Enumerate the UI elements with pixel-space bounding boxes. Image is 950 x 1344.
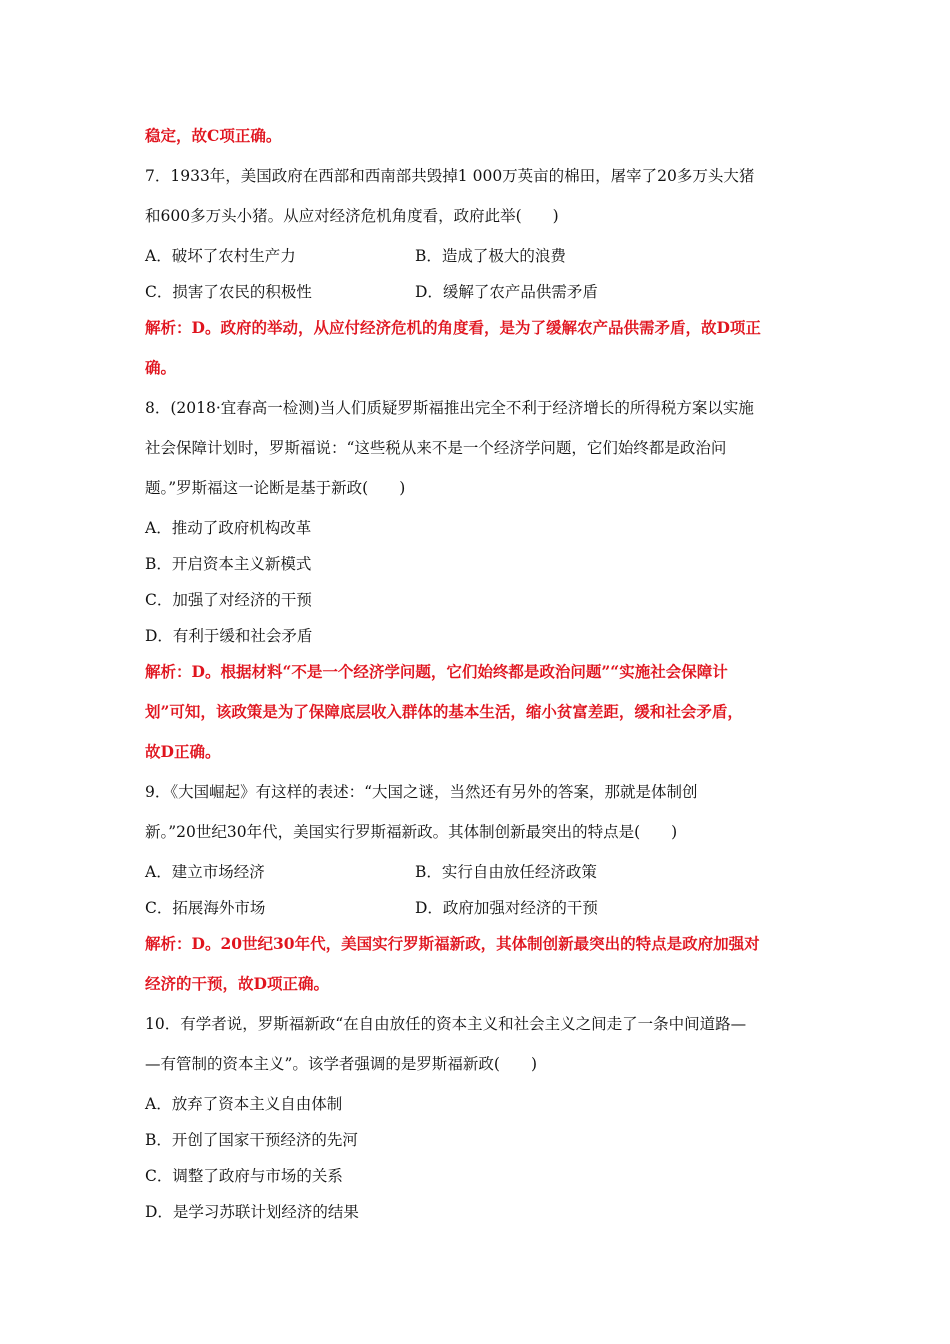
q9-stem-line-1: 9．《大国崛起》有这样的表述：“大国之谜，当然还有另外的答案，那就是体制创 [145,783,698,801]
q7-stem-line-2: 和600多万头小猪。从应对经济危机角度看，政府此举( ) [145,207,559,225]
q7-stem-line-1: 7．1933年，美国政府在西部和西南部共毁掉1 000万英亩的棉田，屠宰了20多万头大猪 [145,167,755,185]
q9-options-row-1 [145,862,807,898]
q7-options-row-2 [145,282,807,318]
q7-option-d: D．缓解了农产品供需矛盾 [415,283,598,301]
q7-option-b: B．造成了极大的浪费 [415,247,566,265]
q10-stem-line-2: —有管制的资本主义”。该学者强调的是罗斯福新政( ) [145,1055,538,1073]
q9-option-d: D．政府加强对经济的干预 [415,899,598,917]
q8-stem-line-1: 8．(2018·宜春高一检测)当人们质疑罗斯福推出完全不利于经济增长的所得税方案以实施 [145,399,754,417]
q8-option-d: D．有利于缓和社会矛盾 [145,627,313,645]
q9-answer-line-2: 经济的干预，故D项正确。 [145,974,329,993]
document-page [145,126,807,1238]
q7-options-row-1 [145,246,807,282]
q10-option-c: C．调整了政府与市场的关系 [145,1167,343,1185]
q7-answer-line-2: 确。 [145,358,177,377]
q9-stem-line-2: 新。”20世纪30年代，美国实行罗斯福新政。其体制创新最突出的特点是( ) [145,823,678,841]
q8-option-a: A．推动了政府机构改革 [145,519,312,537]
question-7 [145,166,807,398]
q8-stem-line-2: 社会保障计划时，罗斯福说：“这些税从来不是一个经济学问题，它们始终都是政治问 [145,439,727,457]
q10-option-b: B．开创了国家干预经济的先河 [145,1131,358,1149]
q9-options-row-2 [145,898,807,934]
q8-answer-line-2: 划”可知，该政策是为了保障底层收入群体的基本生活，缩小贫富差距，缓和社会矛盾， [145,702,743,721]
q6-answer-end: 稳定，故C项正确。 [145,126,282,145]
q9-option-a: A．建立市场经济 [145,863,265,881]
q9-answer-line-1: 解析：D。20世纪30年代，美国实行罗斯福新政，其体制创新最突出的特点是政府加强对 [145,934,760,953]
q8-option-c: C．加强了对经济的干预 [145,591,312,609]
q9-option-b: B．实行自由放任经济政策 [415,863,597,881]
q8-answer-line-1: 解析：D。根据材料“不是一个经济学问题，它们始终都是政治问题”“实施社会保障计 [145,662,728,681]
question-8 [145,398,807,782]
q7-option-a: A．破坏了农村生产力 [145,247,296,265]
q7-option-c: C．损害了农民的积极性 [145,283,312,301]
question-10 [145,1014,807,1238]
q9-option-c: C．拓展海外市场 [145,899,266,917]
question-9 [145,782,807,1014]
q8-stem-line-3: 题。”罗斯福这一论断是基于新政( ) [145,479,406,497]
q10-option-a: A．放弃了资本主义自由体制 [145,1095,343,1113]
q8-option-b: B．开启资本主义新模式 [145,555,312,573]
q10-option-d: D．是学习苏联计划经济的结果 [145,1203,359,1221]
q7-answer-line-1: 解析：D。政府的举动，从应付经济危机的角度看，是为了缓解农产品供需矛盾，故D项正 [145,318,761,337]
q8-answer-line-3: 故D正确。 [145,742,221,761]
q10-stem-line-1: 10．有学者说，罗斯福新政“在自由放任的资本主义和社会主义之间走了一条中间道路— [145,1015,747,1033]
